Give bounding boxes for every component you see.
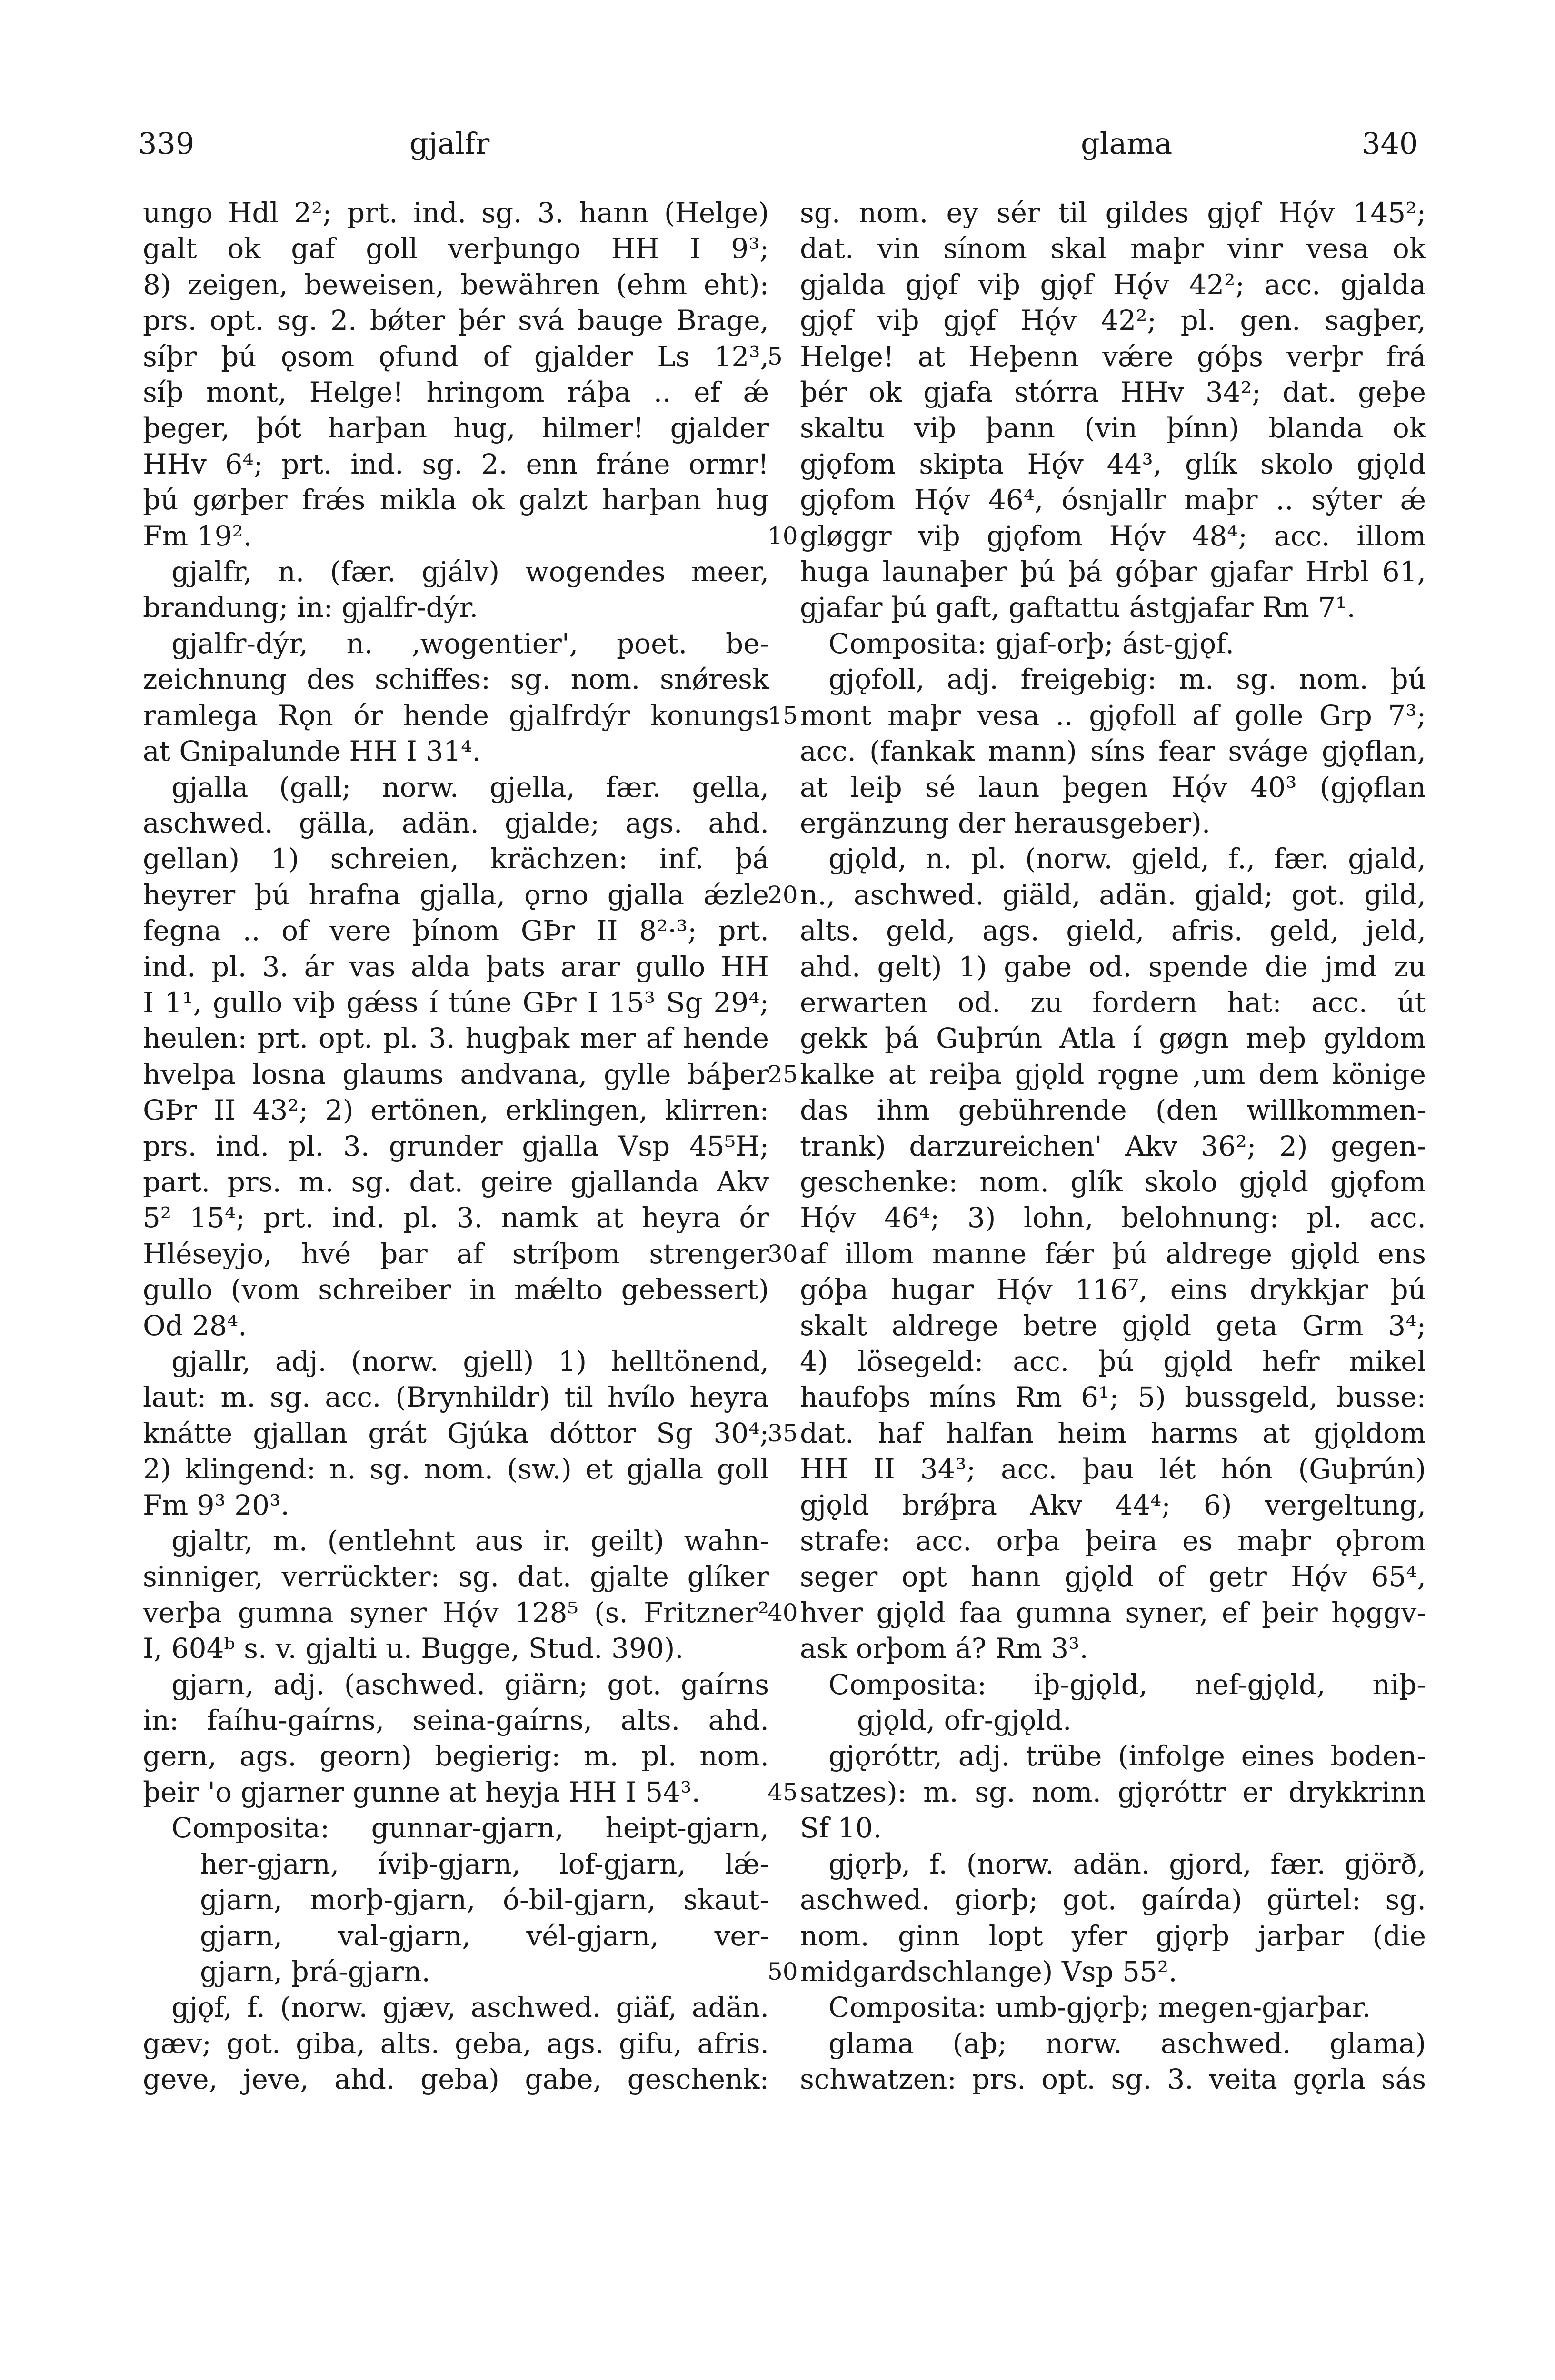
text-line: síþ mont, Helge! hringom ráþa .. ef ǽ [143,376,769,409]
left-page-number: 339 [138,126,195,161]
text-line: nom. ginn lopt yfer gjǫrþ jarþar (die [800,1919,1426,1952]
text-line: gjǫfom Hǫ́v 46⁴, ósnjallr maþr .. sýter ǽ [800,484,1426,516]
text-line: gjallr, adj. (norw. gjell) 1) helltönend, [171,1345,769,1378]
text-line: part. prs. m. sg. dat. geire gjallanda Akv [143,1165,769,1198]
text-line: 2) klingend: n. sg. nom. (sw.) et gjalla goll [143,1453,769,1486]
text-line: 8) zeigen, beweisen, bewähren (ehm eht): [143,268,769,301]
text-line: góþa hugar Hǫ́v 116⁷, eins drykkjar þú [800,1273,1426,1306]
text-line: gekk þá Guþrún Atla í gøgn meþ gyldom [800,1022,1426,1055]
text-line: gløggr viþ gjǫfom Hǫ́v 48⁴; acc. illom [800,519,1426,552]
line-number: 35 [768,1419,798,1447]
text-line: gjarn, val-gjarn, vél-gjarn, ver- [200,1919,769,1952]
text-line: Composita: gunnar-gjarn, heipt-gjarn, [171,1812,769,1844]
text-line: síþr þú ǫsom ǫfund of gjalder Ls 12³, [143,340,769,373]
line-number: 30 [768,1240,798,1268]
text-line: heulen: prt. opt. pl. 3. hugþak mer af hende [143,1022,769,1055]
text-line: at Gnipalunde HH I 31⁴. [143,735,481,768]
text-line: acc. (fankak mann) síns fear sváge gjǫflan, [800,735,1426,768]
line-number: 50 [768,1957,798,1985]
text-line: geschenke: nom. glík skolo gjǫld gjǫfom [800,1165,1426,1198]
text-line: erwarten od. zu fordern hat: acc. út [800,986,1426,1019]
text-line: ask orþom á? Rm 3³. [800,1632,1088,1665]
text-line: ahd. gelt) 1) gabe od. spende die jmd zu [800,950,1426,983]
line-number: 10 [768,522,798,550]
text-line: kalke at reiþa gjǫld rǫgne ‚um dem könige [800,1058,1426,1091]
right-page-number: 340 [1362,126,1418,161]
text-line: gjǫld, ofr-gjǫld. [857,1704,1072,1737]
text-line: gjǫfoll, adj. freigebig: m. sg. nom. þú [828,663,1426,696]
text-line: Od 28⁴. [143,1309,247,1342]
text-line: HH II 34³; acc. þau lét hón (Guþrún) [800,1453,1426,1486]
text-line: prs. opt. sg. 2. bǿter þér svá bauge Brage, [143,304,769,337]
text-line: geve, jeve, ahd. geba) gabe, geschenk: [143,2063,769,2096]
text-line: af illom manne fǽr þú aldrege gjǫld ens [800,1237,1426,1270]
text-line: gjǫf viþ gjǫf Hǫ́v 42²; pl. gen. sagþer, [800,304,1426,337]
text-line: dat. haf halfan heim harms at gjǫldom [800,1417,1426,1449]
text-line: midgardschlange) Vsp 55². [800,1955,1177,1988]
text-line: seger opt hann gjǫld of getr Hǫ́v 65⁴, [800,1560,1426,1593]
text-line: prs. ind. pl. 3. grunder gjalla Vsp 45⁵H; [143,1130,769,1162]
text-line: sg. nom. ey sér til gildes gjǫf Hǫ́v 145²; [800,197,1426,229]
text-line: verþa gumna syner Hǫ́v 128⁵ (s. Fritzner² [143,1596,769,1629]
text-line: Helge! at Heþenn vǽre góþs verþr frá [800,340,1426,373]
text-line: Hléseyjo, hvé þar af stríþom strenger [143,1237,769,1270]
text-line: at leiþ sé laun þegen Hǫ́v 40³ (gjǫflan [800,771,1426,803]
text-line: þeger, þót harþan hug, hilmer! gjalder [143,412,769,445]
line-number: 45 [768,1778,798,1806]
text-line: gjalfr, n. (fær. gjálv) wogendes meer, [171,555,769,588]
text-line: Fm 9³ 20³. [143,1488,289,1521]
text-line: fegna .. of vere þínom GÞr II 8²·³; prt. [143,914,769,947]
text-line: Composita: umb-gjǫrþ; megen-gjarþar. [828,1991,1371,2024]
text-line: her-gjarn, íviþ-gjarn, lof-gjarn, lǽ- [200,1847,769,1880]
line-number: 20 [768,881,798,909]
text-line: Fm 19². [143,519,252,552]
text-line: gullo (vom schreiber in mǽlto gebessert) [143,1273,769,1306]
text-line: gæv; got. giba, alts. geba, ags. gifu, afris. [143,2027,769,2060]
left-running-headword: gjalfr [409,126,490,161]
text-line: gjǫrþ, f. (norw. adän. gjord, fær. gjörð, [828,1847,1426,1880]
text-line: ungo Hdl 2²; prt. ind. sg. 3. hann (Helge) [143,197,769,229]
text-line: Composita: gjaf-orþ; ást-gjǫf. [828,627,1235,660]
text-line: gjalda gjǫf viþ gjǫf Hǫ́v 42²; acc. gjalda [800,268,1426,301]
text-line: gjaltr, m. (entlehnt aus ir. geilt) wahn- [171,1525,769,1557]
text-line: galt ok gaf goll verþungo HH I 9³; [143,232,769,265]
text-line: mont maþr vesa .. gjǫfoll af golle Grp 7³; [800,699,1426,732]
line-number: 25 [768,1060,798,1088]
text-line: gellan) 1) schreien, krächzen: inf. þá [143,843,769,875]
text-line: Sf 10. [800,1812,882,1844]
text-line: trank) darzureichen' Akv 36²; 2) gegen- [800,1130,1426,1162]
text-line: skalt aldrege betre gjǫld geta Grm 3⁴; [800,1309,1426,1342]
text-line: huga launaþer þú þá góþar gjafar Hrbl 61, [800,555,1426,588]
text-line: skaltu viþ þann (vin þínn) blanda ok [800,412,1426,445]
text-line: ramlega Rǫn ór hende gjalfrdýr konungs [143,699,769,732]
text-line: hvelpa losna glaums andvana, gylle báþer [143,1058,769,1091]
right-column [800,195,1426,2098]
text-line: Hǫ́v 46⁴; 3) lohn, belohnung: pl. acc. [800,1201,1426,1234]
text-line: aschwed. gälla, adän. gjalde; ags. ahd. [143,806,769,839]
text-line: gjǫf, f. (norw. gjæv, aschwed. giäf, adän. [171,1991,769,2024]
text-line: HHv 6⁴; prt. ind. sg. 2. enn fráne ormr! [143,447,769,480]
text-line: gjǫld brǿþra Akv 44⁴; 6) vergeltung, [800,1488,1426,1521]
text-line: alts. geld, ags. gield, afris. geld, jeld, [800,914,1426,947]
text-line: I 1¹, gullo viþ gǽss í túne GÞr I 15³ Sg 29⁴; [143,986,769,1019]
text-line: gjarn, þrá-gjarn. [200,1955,430,1988]
text-line: gjǫfom skipta Hǫ́v 44³, glík skolo gjǫld [800,447,1426,480]
text-line: gjǫróttr, adj. trübe (infolge eines boden- [828,1740,1426,1773]
text-line: gjǫld, n. pl. (norw. gjeld, f., fær. gjald, [828,843,1426,875]
right-running-headword: glama [1081,126,1173,161]
text-line: gern, ags. georn) begierig: m. pl. nom. [143,1740,769,1773]
text-line: satzes): m. sg. nom. gjǫróttr er drykkrinn [800,1775,1426,1808]
line-number: 5 [768,342,783,370]
text-line: 5² 15⁴; prt. ind. pl. 3. namk at heyra ór [143,1201,769,1234]
text-line: ind. pl. 3. ár vas alda þats arar gullo HH [143,950,769,983]
text-line: haufoþs míns Rm 6¹; 5) bussgeld, busse: [800,1381,1426,1414]
text-line: I, 604ᵇ s. v. gjalti u. Bugge, Stud. 390). [143,1632,684,1665]
text-line: heyrer þú hrafna gjalla, ǫrno gjalla ǽzle [143,878,769,911]
line-number: 40 [768,1598,798,1626]
text-line: zeichnung des schiffes: sg. nom. snǿresk [143,663,769,696]
text-line: gjalfr-dýr, n. ‚wogentier', poet. be- [171,627,769,660]
text-line: n., aschwed. giäld, adän. gjald; got. gild, [800,878,1426,911]
text-line: gjarn, adj. (aschwed. giärn; got. gaírns [171,1668,769,1701]
text-line: gjalla (gall; norw. gjella, fær. gella, [171,771,769,803]
text-line: laut: m. sg. acc. (Brynhildr) til hvílo heyra [143,1381,769,1414]
text-line: þér ok gjafa stórra HHv 34²; dat. geþe [800,376,1426,409]
text-line: sinniger, verrückter: sg. dat. gjalte glíker [143,1560,769,1593]
text-line: glama (aþ; norw. aschwed. glama) [828,2027,1426,2060]
text-line: 4) lösegeld: acc. þú gjǫld hefr mikel [800,1345,1426,1378]
text-line: das ihm gebührende (den willkommen- [800,1094,1426,1127]
text-line: þeir 'o gjarner gunne at heyja HH I 54³. [143,1775,700,1808]
text-line: strafe: acc. orþa þeira es maþr ǫþrom [800,1525,1426,1557]
line-number: 15 [768,701,798,729]
text-line: hver gjǫld faa gumna syner, ef þeir hǫggv- [800,1596,1426,1629]
text-line: gjafar þú gaft, gaftattu ástgjafar Rm 7¹. [800,591,1356,624]
left-column [143,195,769,2098]
text-line: aschwed. giorþ; got. gaírda) gürtel: sg. [800,1884,1426,1916]
text-line: þú gørþer frǽs mikla ok galzt harþan hug [143,484,769,516]
text-line: in: faíhu-gaírns, seina-gaírns, alts. ahd. [143,1704,769,1737]
text-line: Composita: iþ-gjǫld, nef-gjǫld, niþ- [828,1668,1426,1701]
text-line: dat. vin sínom skal maþr vinr vesa ok [800,232,1426,265]
text-line: brandung; in: gjalfr-dýr. [143,591,478,624]
text-line: schwatzen: prs. opt. sg. 3. veita gǫrla sás [800,2063,1426,2096]
text-line: GÞr II 43²; 2) ertönen, erklingen, klirren: [143,1094,769,1127]
text-line: ergänzung der herausgeber). [800,806,1211,839]
text-line: gjarn, morþ-gjarn, ó-bil-gjarn, skaut- [200,1884,769,1916]
text-line: knátte gjallan grát Gjúka dóttor Sg 30⁴; [143,1417,769,1449]
